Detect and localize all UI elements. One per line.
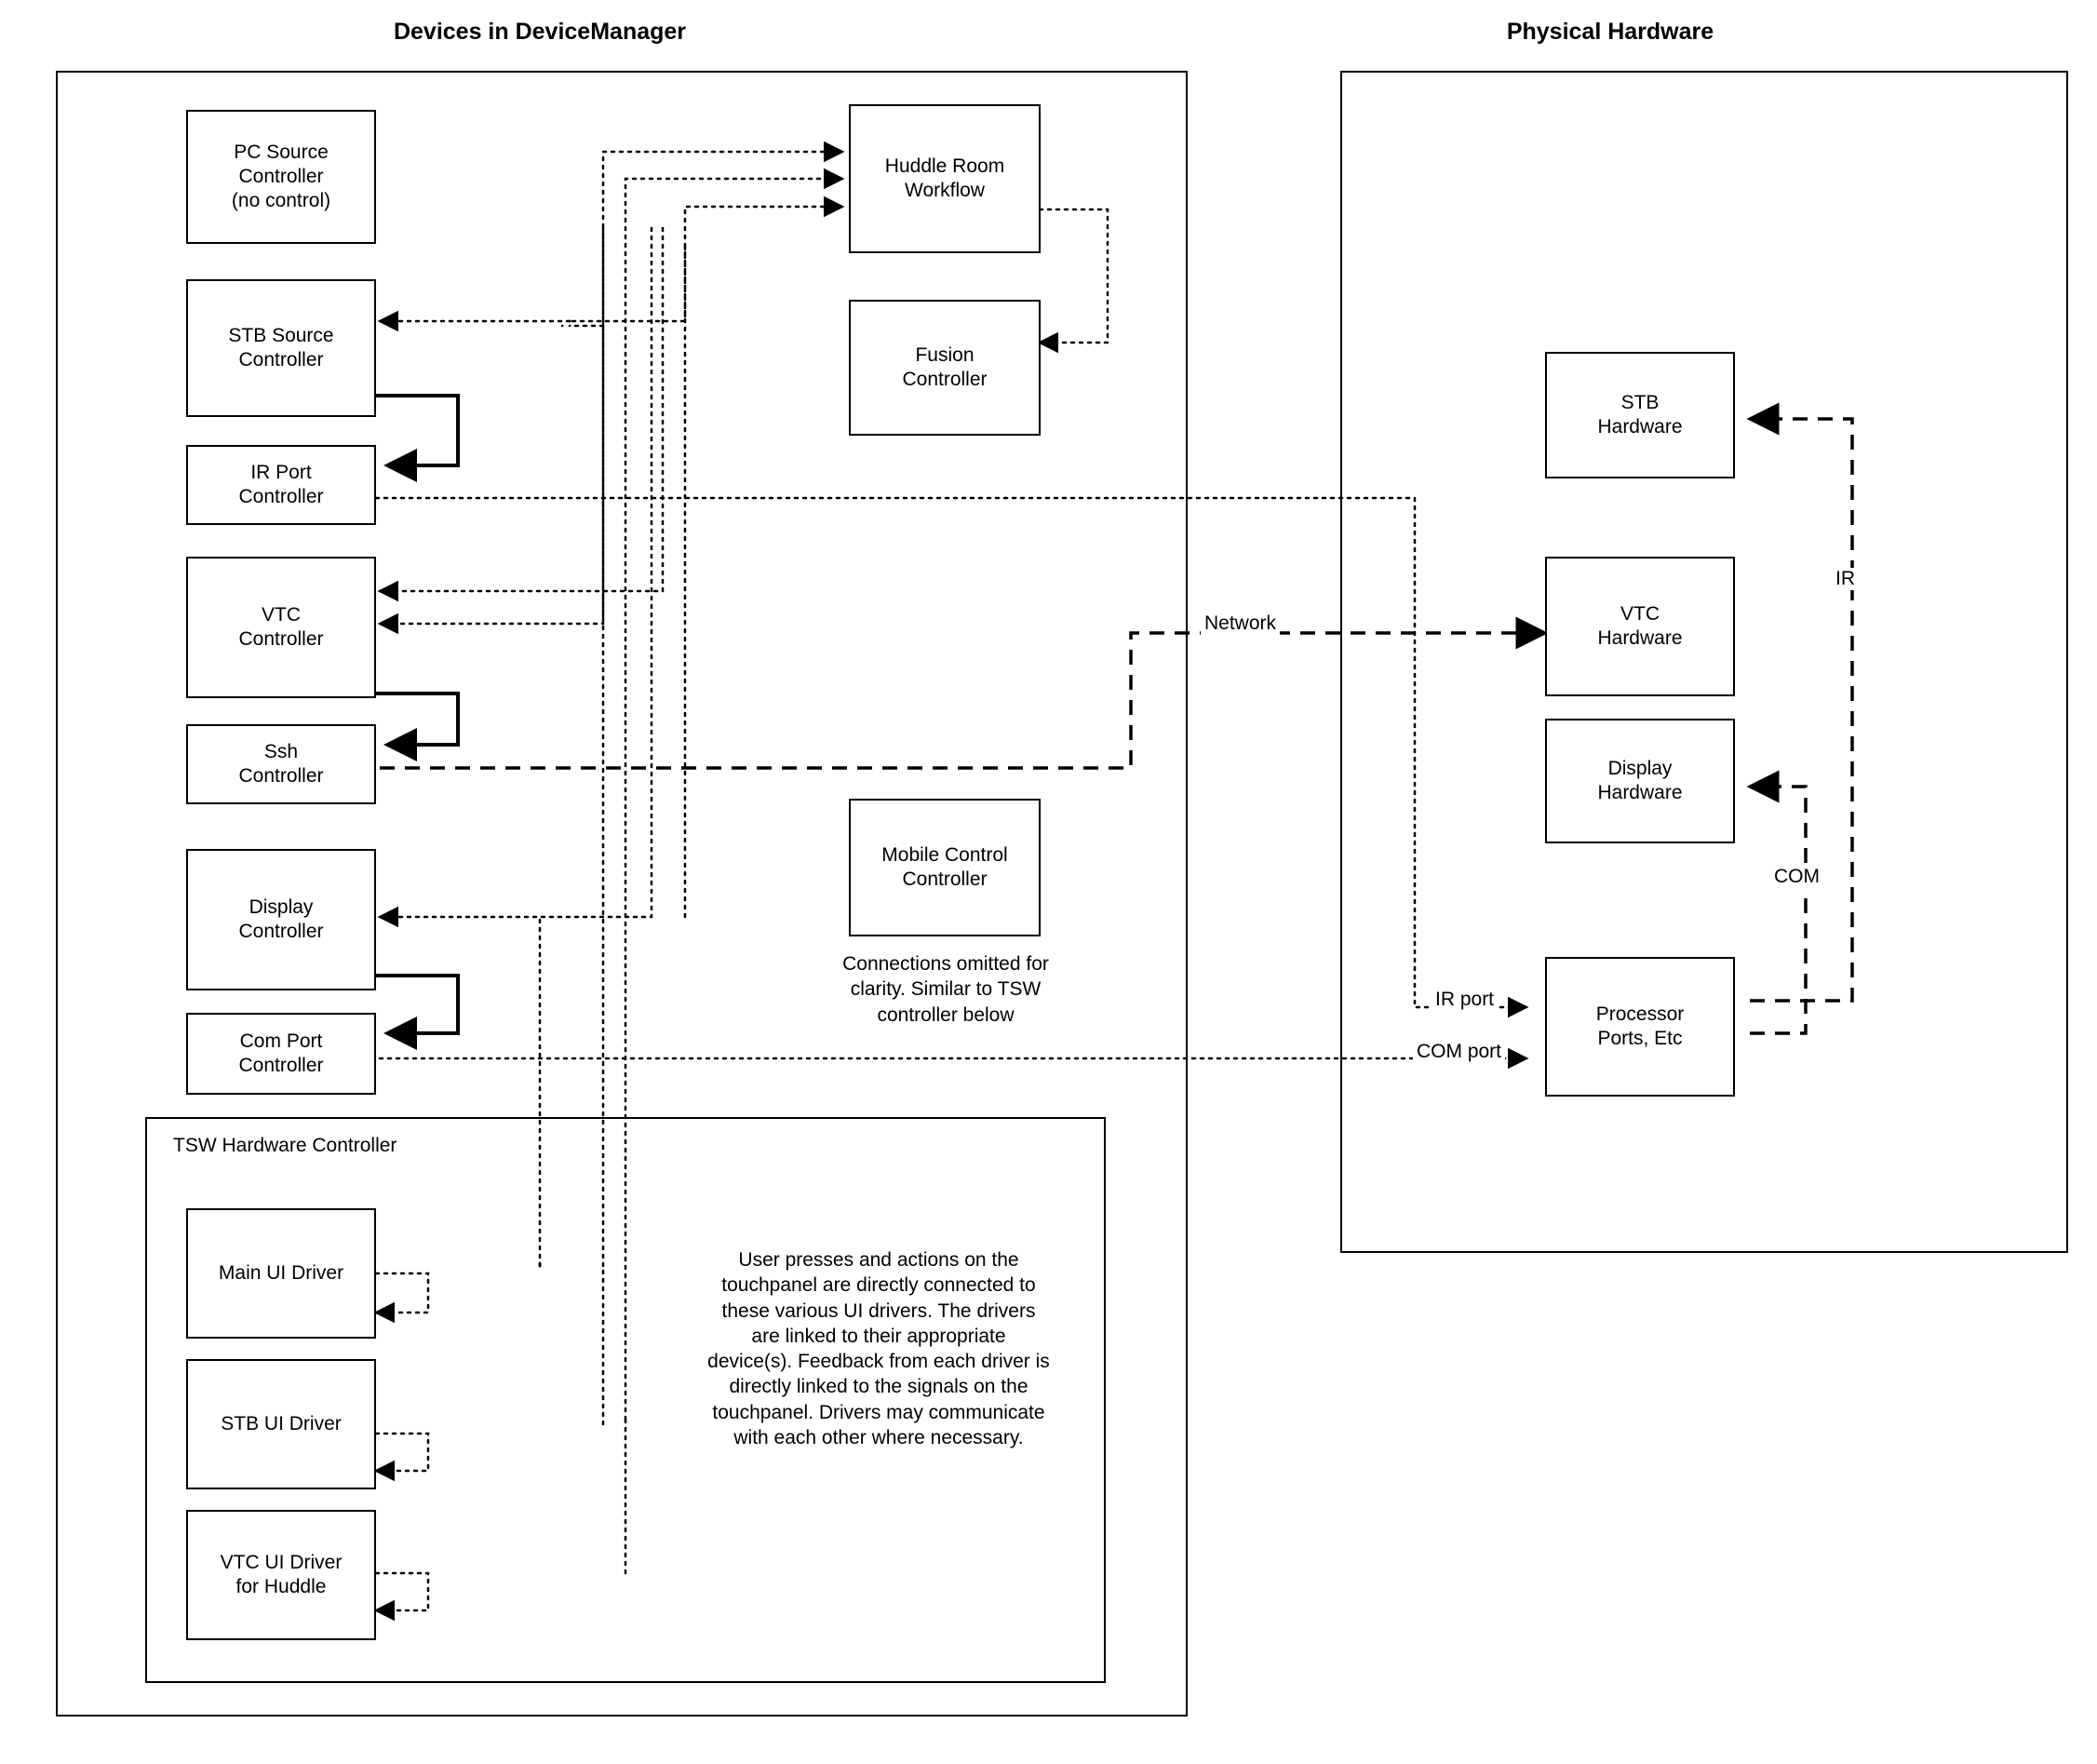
node-display-hardware: [1545, 719, 1735, 843]
fusion-line-2: Controller: [902, 369, 988, 390]
node-vtc-hardware: [1545, 557, 1735, 696]
ir-port-line-1: IR Port: [250, 461, 312, 483]
vtc-controller-line-2: Controller: [238, 628, 324, 650]
vtc-ui-driver-line-1: VTC UI Driver: [220, 1551, 343, 1573]
vtc-hardware-line-2: Hardware: [1597, 627, 1683, 649]
stb-source-line-2: Controller: [238, 349, 324, 370]
node-com-port-controller: [186, 1013, 376, 1095]
node-stb-ui-driver: STB UI Driver: [186, 1359, 376, 1489]
ssh-controller-line-1: Ssh: [263, 740, 299, 762]
display-hardware-line-2: Hardware: [1597, 782, 1683, 803]
node-huddle-room-workflow: [849, 104, 1041, 253]
tsw-group-label: [173, 1134, 415, 1158]
node-stb-source-controller: [186, 279, 376, 417]
tsw-explanatory-note: User presses and actions on the touchpanel are directly connected to these various UI drivers. The drivers are linked to their appropriate device(s). Feedback from each driver is directly linked to the signals on the touchpanel. Drivers may communicate with each other where necessary.: [707, 1249, 1050, 1449]
node-stb-hardware: [1545, 352, 1735, 478]
edge-label-com: COM: [1770, 866, 1823, 888]
pc-source-line-3: (no control): [231, 190, 331, 212]
edge-label-network: Network: [1201, 613, 1280, 635]
vtc-ui-driver-line-2: for Huddle: [235, 1576, 327, 1597]
huddle-room-line-1: Huddle Room: [884, 155, 1005, 177]
vtc-hardware-line-1: VTC: [1620, 602, 1660, 625]
huddle-room-line-2: Workflow: [905, 180, 985, 201]
processor-line-1: Processor: [1595, 1003, 1685, 1025]
edge-label-com-port: COM port: [1413, 1041, 1505, 1063]
node-vtc-ui-driver: [186, 1510, 376, 1640]
pc-source-line-1: PC Source: [234, 141, 329, 163]
ssh-controller-line-2: Controller: [238, 765, 324, 787]
edge-label-ir-port: IR port: [1432, 989, 1498, 1011]
com-port-line-2: Controller: [238, 1055, 324, 1076]
mobile-control-line-2: Controller: [902, 869, 988, 890]
node-ir-port-controller: [186, 445, 376, 525]
fusion-line-1: Fusion: [915, 343, 975, 366]
right-panel-title: Physical Hardware: [1506, 19, 1714, 45]
node-display-controller: [186, 849, 376, 990]
node-processor-ports: [1545, 957, 1735, 1097]
ir-port-line-2: Controller: [238, 486, 324, 507]
node-mobile-control-controller: [849, 799, 1041, 936]
mobile-control-line-1: Mobile Control: [881, 843, 1008, 866]
stb-hardware-line-2: Hardware: [1597, 416, 1683, 438]
stb-source-line-1: STB Source: [228, 324, 334, 346]
vtc-controller-line-1: VTC: [261, 603, 301, 626]
edge-label-ir: IR: [1832, 568, 1859, 590]
node-ssh-controller: [186, 724, 376, 804]
left-panel-title: Devices in DeviceManager: [393, 19, 687, 45]
pc-source-line-2: Controller: [238, 165, 324, 187]
node-main-ui-driver: Main UI Driver: [186, 1208, 376, 1339]
node-pc-source-controller: [186, 110, 376, 244]
display-controller-line-2: Controller: [238, 921, 324, 942]
display-controller-line-1: Display: [249, 895, 314, 918]
tsw-group-label-line1: TSW Hardware: [173, 1135, 307, 1156]
stb-hardware-line-1: STB: [1620, 391, 1660, 413]
tsw-group-label-line2: Controller: [312, 1135, 397, 1156]
processor-line-2: Ports, Etc: [1597, 1028, 1683, 1049]
node-fusion-controller: [849, 300, 1041, 436]
display-hardware-line-1: Display: [1607, 757, 1673, 779]
node-vtc-controller: [186, 557, 376, 698]
mobile-control-note: Connections omitted for clarity. Similar to TSW controller below: [842, 953, 1049, 1026]
com-port-line-1: Com Port: [239, 1030, 323, 1052]
